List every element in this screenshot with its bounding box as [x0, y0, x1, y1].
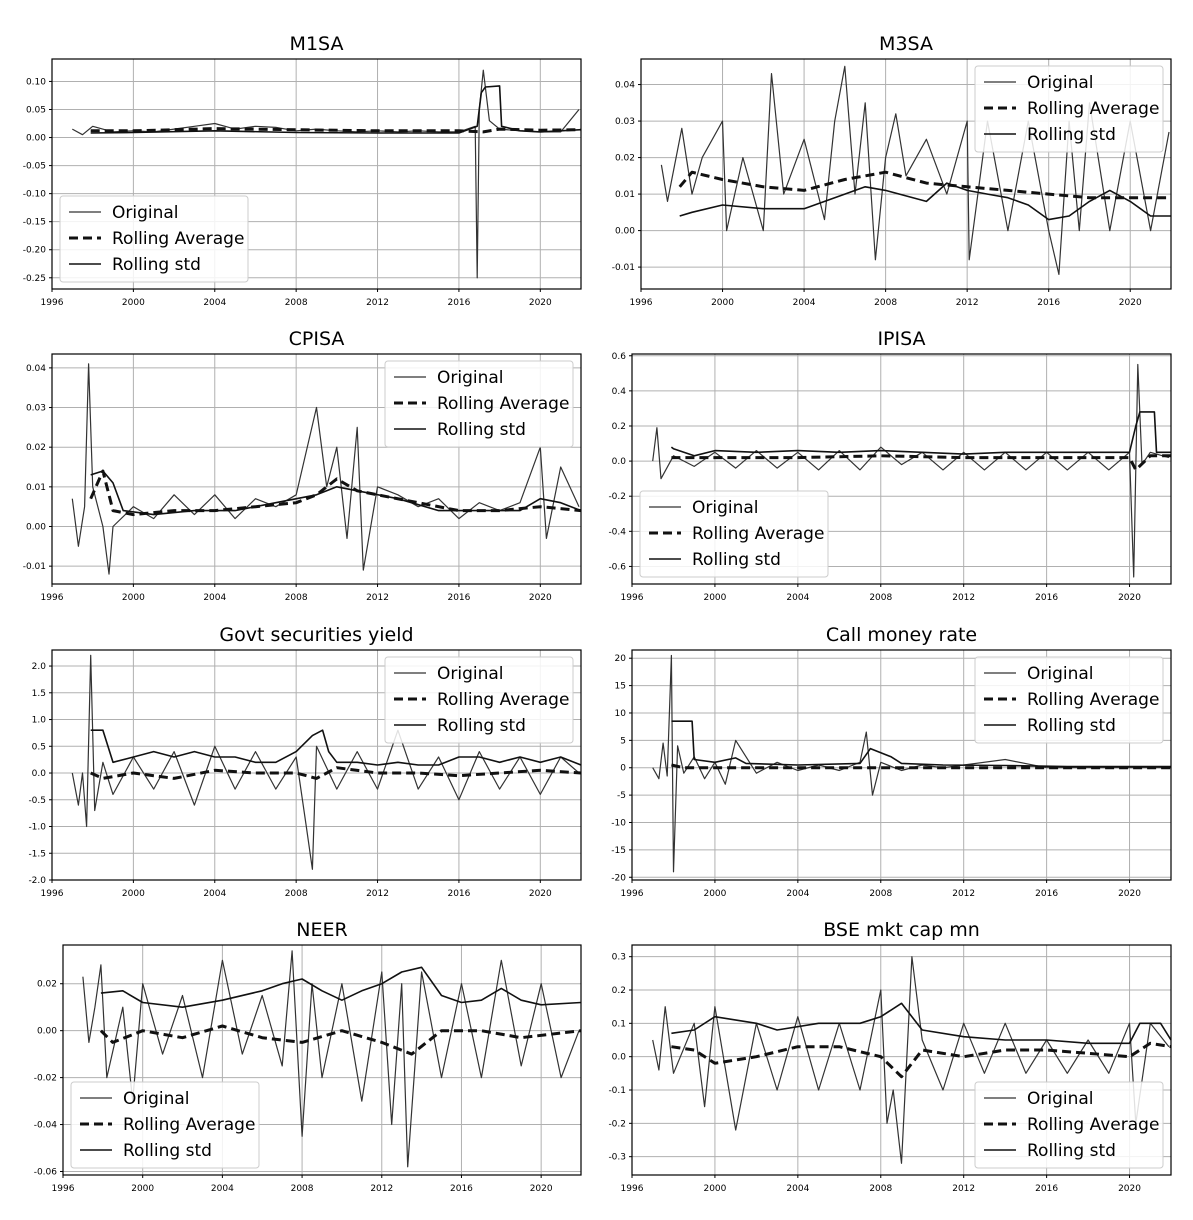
- y-tick-label: 20: [614, 654, 626, 665]
- x-tick-label: 2004: [786, 1184, 810, 1194]
- x-tick-label: 2004: [792, 298, 816, 308]
- y-tick-label: -1.0: [28, 822, 46, 833]
- legend: [975, 657, 1163, 743]
- legend-label: Rolling Average: [112, 229, 245, 249]
- legend-label: Original: [692, 498, 759, 518]
- x-tick-label: 2004: [210, 1184, 234, 1194]
- legend-label: Original: [1027, 73, 1094, 93]
- legend-label: Rolling std: [1027, 125, 1116, 145]
- y-tick-label: 10: [614, 708, 626, 719]
- x-tick-label: 2012: [952, 889, 976, 899]
- x-tick-label: 2012: [366, 298, 389, 308]
- y-tick-label: 15: [614, 681, 626, 692]
- x-tick-label: 2000: [703, 1184, 727, 1194]
- x-tick-label: 1996: [51, 1184, 75, 1194]
- y-tick-label: 0.0: [611, 1052, 626, 1063]
- y-tick-label: -0.15: [22, 217, 46, 228]
- x-tick-label: 1996: [629, 298, 653, 308]
- subplot-title: Govt securities yield: [219, 624, 414, 646]
- legend-label: Original: [437, 664, 504, 684]
- subplot-5: [28, 624, 581, 899]
- x-tick-label: 2000: [711, 298, 734, 308]
- y-tick-label: 0.00: [36, 1026, 57, 1037]
- y-tick-label: 0.6: [611, 351, 626, 362]
- y-tick-label: 0.01: [614, 190, 635, 201]
- x-tick-label: 2004: [203, 593, 227, 603]
- subplot-title: CPISA: [288, 328, 345, 350]
- x-tick-label: 2000: [703, 889, 727, 899]
- y-tick-label: -1.5: [28, 849, 46, 860]
- y-tick-label: 2.0: [31, 662, 46, 673]
- legend: [975, 66, 1163, 152]
- x-tick-label: 2008: [284, 298, 308, 308]
- x-tick-label: 2016: [1035, 1184, 1059, 1194]
- y-tick-label: 0.00: [25, 133, 46, 144]
- y-tick-label: 0.03: [25, 403, 46, 414]
- legend-label: Rolling std: [692, 550, 781, 570]
- legend-label: Rolling std: [1027, 716, 1116, 736]
- x-tick-label: 2016: [1035, 889, 1059, 899]
- y-tick-label: 0.1: [611, 1019, 626, 1030]
- y-tick-label: 0.00: [614, 226, 635, 237]
- legend-label: Original: [123, 1089, 190, 1109]
- y-tick-label: 0.5: [31, 742, 46, 753]
- x-tick-label: 2004: [786, 593, 810, 603]
- y-tick-label: 0.02: [25, 443, 46, 454]
- x-tick-label: 2016: [450, 1184, 473, 1194]
- y-tick-label: 0.3: [611, 952, 626, 963]
- legend-label: Original: [1027, 1089, 1094, 1109]
- subplot-title: IPISA: [877, 328, 926, 350]
- y-tick-label: 5: [620, 736, 626, 747]
- y-tick-label: -10: [611, 818, 626, 829]
- subplot-4: [608, 328, 1171, 603]
- y-tick-label: 0: [620, 763, 626, 774]
- x-tick-label: 2012: [366, 593, 389, 603]
- legend-label: Rolling Average: [692, 524, 825, 544]
- x-tick-label: 2016: [447, 298, 471, 308]
- legend-label: Rolling std: [123, 1141, 212, 1161]
- x-tick-label: 2000: [121, 298, 145, 308]
- legend-label: Rolling std: [437, 420, 526, 440]
- legend-label: Original: [1027, 664, 1094, 684]
- x-tick-label: 2016: [1035, 593, 1059, 603]
- y-tick-label: 1.5: [31, 688, 46, 699]
- x-tick-label: 1996: [40, 889, 64, 899]
- x-tick-label: 2000: [121, 593, 145, 603]
- subplot-8: [608, 919, 1171, 1194]
- y-tick-label: -0.04: [33, 1120, 57, 1131]
- x-tick-label: 2004: [203, 889, 227, 899]
- y-tick-label: 0.01: [25, 482, 46, 493]
- y-tick-label: -0.4: [608, 527, 626, 538]
- x-tick-label: 2004: [786, 889, 810, 899]
- legend-label: Rolling std: [1027, 1141, 1116, 1161]
- series-line-rolling-average: [671, 456, 1171, 470]
- y-tick-label: -0.25: [22, 273, 46, 284]
- x-tick-label: 2016: [447, 593, 471, 603]
- y-tick-label: -0.02: [33, 1073, 57, 1084]
- x-tick-label: 2012: [952, 1184, 976, 1194]
- y-tick-label: -0.1: [608, 1086, 626, 1096]
- legend: [640, 491, 828, 577]
- y-tick-label: 0.02: [614, 153, 635, 164]
- x-tick-label: 1996: [620, 889, 644, 899]
- y-tick-label: -0.05: [22, 161, 46, 172]
- y-tick-label: -0.20: [22, 245, 46, 256]
- legend-label: Rolling Average: [1027, 99, 1160, 119]
- legend-label: Rolling Average: [1027, 1115, 1160, 1135]
- y-tick-label: 0.03: [614, 117, 635, 128]
- x-tick-label: 2012: [955, 298, 979, 308]
- x-tick-label: 2020: [1118, 593, 1141, 603]
- y-tick-label: 0.2: [611, 986, 626, 996]
- legend-label: Original: [112, 203, 179, 223]
- legend: [60, 196, 248, 282]
- subplot-title: BSE mkt cap mn: [823, 919, 980, 941]
- x-tick-label: 2020: [528, 298, 552, 308]
- legend-label: Rolling std: [437, 716, 526, 736]
- subplot-1: [23, 33, 581, 308]
- x-tick-label: 2008: [290, 1184, 314, 1194]
- y-tick-label: 0.04: [614, 80, 635, 91]
- x-tick-label: 2008: [869, 593, 893, 603]
- x-tick-label: 2012: [952, 593, 976, 603]
- x-tick-label: 2016: [447, 889, 471, 899]
- x-tick-label: 2012: [370, 1184, 394, 1194]
- y-tick-label: 0.05: [25, 105, 46, 116]
- x-tick-label: 1996: [40, 593, 64, 603]
- legend: [71, 1082, 259, 1168]
- y-tick-label: -5: [617, 791, 626, 802]
- legend-label: Rolling std: [112, 255, 201, 275]
- x-tick-label: 2000: [131, 1184, 155, 1194]
- x-tick-label: 2008: [869, 889, 893, 899]
- x-tick-label: 2020: [528, 889, 552, 899]
- x-tick-label: 2000: [121, 889, 145, 899]
- legend-label: Rolling Average: [1027, 690, 1160, 710]
- y-tick-label: -0.01: [22, 562, 46, 573]
- x-tick-label: 2012: [366, 889, 389, 899]
- y-tick-label: 0.04: [25, 363, 46, 374]
- y-tick-label: 0.0: [611, 457, 626, 468]
- legend: [385, 361, 573, 447]
- subplot-title: NEER: [296, 919, 348, 941]
- x-tick-label: 2020: [529, 1184, 553, 1194]
- y-tick-label: 0.02: [36, 979, 57, 990]
- x-tick-label: 2000: [703, 593, 727, 603]
- y-tick-label: -0.2: [608, 492, 626, 503]
- legend-label: Rolling Average: [123, 1115, 256, 1135]
- subplot-title: M3SA: [879, 33, 933, 55]
- x-tick-label: 2016: [1037, 298, 1061, 308]
- legend-label: Rolling Average: [437, 394, 570, 414]
- y-tick-label: -15: [611, 845, 626, 856]
- series-line-rolling-std: [680, 183, 1171, 220]
- y-tick-label: -0.2: [608, 1119, 626, 1130]
- x-tick-label: 2008: [284, 889, 308, 899]
- x-tick-label: 1996: [40, 298, 64, 308]
- series-line-rolling-std: [671, 412, 1171, 456]
- x-tick-label: 1996: [620, 593, 644, 603]
- x-tick-label: 2008: [284, 593, 308, 603]
- x-tick-label: 2008: [874, 298, 898, 308]
- y-tick-label: -0.5: [28, 795, 46, 806]
- legend-label: Original: [437, 368, 504, 388]
- x-tick-label: 1996: [620, 1184, 644, 1194]
- subplot-7: [34, 919, 581, 1194]
- y-tick-label: -0.6: [608, 562, 626, 573]
- subplot-3: [23, 328, 581, 603]
- series-line-rolling-average: [671, 1043, 1171, 1076]
- y-tick-label: -0.01: [611, 263, 635, 274]
- legend-label: Rolling Average: [437, 690, 570, 710]
- y-tick-label: 0.10: [25, 77, 46, 88]
- y-tick-label: 0.0: [31, 769, 46, 780]
- y-tick-label: -0.10: [22, 189, 46, 200]
- legend: [385, 657, 573, 743]
- y-tick-label: 1.0: [31, 715, 46, 726]
- subplot-2: [612, 33, 1171, 308]
- x-tick-label: 2020: [1118, 1184, 1141, 1194]
- x-tick-label: 2020: [528, 593, 552, 603]
- legend: [975, 1082, 1163, 1168]
- subplot-title: Call money rate: [825, 624, 978, 646]
- y-tick-label: -20: [611, 873, 626, 884]
- y-tick-label: -0.3: [608, 1152, 626, 1163]
- x-tick-label: 2020: [1118, 298, 1142, 308]
- subplot-title: M1SA: [289, 33, 344, 55]
- x-tick-label: 2020: [1118, 889, 1141, 899]
- x-tick-label: 2004: [203, 298, 227, 308]
- y-tick-label: 0.4: [611, 386, 626, 397]
- subplot-6: [611, 624, 1171, 899]
- y-tick-label: 0.2: [611, 421, 626, 432]
- x-tick-label: 2008: [869, 1184, 893, 1194]
- y-tick-label: -0.06: [33, 1167, 57, 1178]
- y-tick-label: -2.0: [28, 876, 46, 886]
- y-tick-label: 0.00: [25, 522, 46, 533]
